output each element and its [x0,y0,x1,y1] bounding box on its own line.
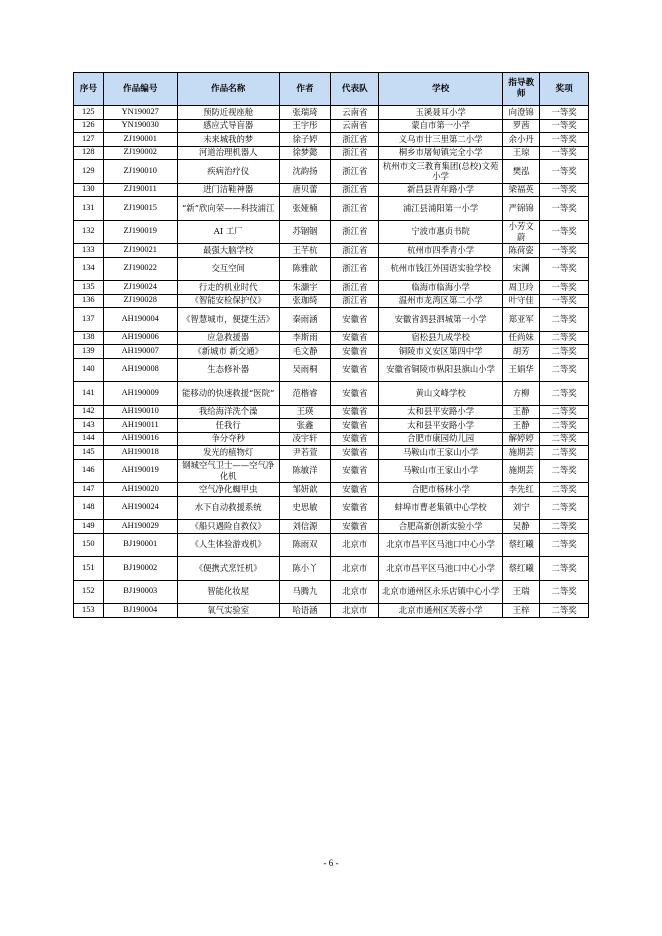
cell-author: 徐梦懿 [279,146,331,160]
cell-seq: 151 [74,557,104,581]
cell-teacher: 解婷婷 [503,432,540,446]
award-table-body [74,106,589,618]
cell-seq: 125 [74,106,104,120]
cell-team: 安徽省 [331,520,379,534]
cell-award: 二等奖 [540,459,589,483]
table-row [74,358,589,382]
cell-name: 感应式导盲器 [177,119,279,133]
cell-name: 行走的机业时代 [177,281,279,295]
cell-teacher: 梁福英 [503,183,540,197]
cell-award: 一等奖 [540,257,589,281]
cell-award: 二等奖 [540,382,589,406]
cell-code: BJ190003 [103,580,177,604]
cell-seq: 144 [74,432,104,446]
cell-seq: 146 [74,459,104,483]
cell-teacher: 宋渊 [503,257,540,281]
cell-seq: 138 [74,331,104,345]
header-team: 代表队 [331,73,379,106]
cell-author: 朱灏宇 [279,281,331,295]
table-row [74,382,589,406]
cell-award: 二等奖 [540,308,589,332]
cell-seq: 136 [74,294,104,308]
cell-team: 浙江省 [331,160,379,184]
cell-award: 二等奖 [540,405,589,419]
cell-author: 沈韵扬 [279,160,331,184]
cell-code: ZJ190019 [103,220,177,244]
cell-teacher: 李先红 [503,483,540,497]
cell-code: ZJ190015 [103,197,177,221]
cell-name: AI 工厂 [177,220,279,244]
cell-team: 安徽省 [331,483,379,497]
cell-author: 苏锢锢 [279,220,331,244]
cell-seq: 126 [74,119,104,133]
cell-teacher: 吴静 [503,520,540,534]
cell-team: 北京市 [331,557,379,581]
cell-seq: 134 [74,257,104,281]
cell-author: 范楷睿 [279,382,331,406]
cell-teacher: 樊泓 [503,160,540,184]
cell-teacher: 王静 [503,419,540,433]
cell-team: 浙江省 [331,281,379,295]
table-row [74,308,589,332]
cell-award: 二等奖 [540,432,589,446]
cell-code: BJ190004 [103,604,177,618]
cell-code: AH190010 [103,405,177,419]
cell-code: AH190020 [103,483,177,497]
cell-award: 二等奖 [540,446,589,460]
cell-code: AH190029 [103,520,177,534]
cell-teacher: 王娟华 [503,358,540,382]
cell-code: AH190024 [103,496,177,520]
cell-school: 太和县平安路小学 [379,405,503,419]
cell-school: 安徽省铜陵市枞阳县旗山小学 [379,358,503,382]
cell-seq: 152 [74,580,104,604]
cell-award: 二等奖 [540,604,589,618]
cell-team: 浙江省 [331,294,379,308]
cell-code: AH190008 [103,358,177,382]
table-row [74,604,589,618]
cell-team: 浙江省 [331,183,379,197]
table-row [74,197,589,221]
cell-seq: 149 [74,520,104,534]
cell-teacher: 王琼 [503,146,540,160]
cell-teacher: 叶守佳 [503,294,540,308]
table-row [74,419,589,433]
cell-code: ZJ190001 [103,133,177,147]
cell-name: 疾病治疗仪 [177,160,279,184]
cell-seq: 140 [74,358,104,382]
cell-name: 我给海洋洗个澡 [177,405,279,419]
cell-code: ZJ190011 [103,183,177,197]
table-row [74,331,589,345]
cell-author: 徐子婷 [279,133,331,147]
cell-award: 二等奖 [540,520,589,534]
cell-code: ZJ190021 [103,244,177,258]
cell-team: 云南省 [331,106,379,120]
cell-name: 生态修补器 [177,358,279,382]
table-row [74,557,589,581]
cell-teacher: 施期芸 [503,459,540,483]
cell-teacher: 刘宁 [503,496,540,520]
cell-author: 凌宇轩 [279,432,331,446]
cell-teacher: 小芳文蔚 [503,220,540,244]
cell-award: 二等奖 [540,419,589,433]
cell-team: 云南省 [331,119,379,133]
cell-author: 陈敏洋 [279,459,331,483]
header-award: 奖项 [540,73,589,106]
table-row [74,133,589,147]
cell-seq: 137 [74,308,104,332]
cell-team: 安徽省 [331,358,379,382]
cell-team: 浙江省 [331,133,379,147]
cell-team: 安徽省 [331,419,379,433]
cell-seq: 147 [74,483,104,497]
cell-team: 浙江省 [331,220,379,244]
cell-author: 吴雨桐 [279,358,331,382]
cell-team: 北京市 [331,604,379,618]
cell-award: 一等奖 [540,244,589,258]
cell-teacher: 蔡红曦 [503,533,540,557]
cell-code: ZJ190024 [103,281,177,295]
header-name: 作品名称 [177,73,279,106]
cell-seq: 142 [74,405,104,419]
header-seq: 序号 [74,73,104,106]
cell-award: 二等奖 [540,580,589,604]
cell-name: 《船只遇险自救仪》 [177,520,279,534]
page-number: - 6 - [323,858,339,868]
cell-award: 一等奖 [540,119,589,133]
cell-seq: 153 [74,604,104,618]
header-school: 学校 [379,73,503,106]
table-row [74,257,589,281]
cell-name: 预防近视座舱 [177,106,279,120]
cell-author: 王瑛 [279,405,331,419]
cell-award: 一等奖 [540,183,589,197]
cell-school: 新昌县青年路小学 [379,183,503,197]
cell-code: BJ190002 [103,557,177,581]
cell-teacher: 胡芳 [503,345,540,359]
cell-school: 杭州市四季青小学 [379,244,503,258]
cell-teacher: 王静 [503,405,540,419]
cell-author: 李斯雨 [279,331,331,345]
cell-award: 二等奖 [540,533,589,557]
cell-team: 浙江省 [331,257,379,281]
table-row [74,405,589,419]
cell-name: 发光的植物灯 [177,446,279,460]
cell-school: 北京市昌平区马池口中心小学 [379,533,503,557]
cell-name: 应急救援器 [177,331,279,345]
cell-award: 一等奖 [540,106,589,120]
cell-school: 浦江县浦阳第一小学 [379,197,503,221]
cell-teacher: 向澄锦 [503,106,540,120]
cell-code: AH190018 [103,446,177,460]
cell-school: 太和县平安路小学 [379,419,503,433]
cell-school: 蒙自市第一小学 [379,119,503,133]
table-header-row [74,73,589,106]
cell-author: 张娅楠 [279,197,331,221]
cell-seq: 129 [74,160,104,184]
cell-award: 一等奖 [540,146,589,160]
cell-code: AH190019 [103,459,177,483]
table-row [74,119,589,133]
cell-seq: 145 [74,446,104,460]
header-author: 作者 [279,73,331,106]
cell-seq: 135 [74,281,104,295]
header-teacher: 指导教师 [503,73,540,106]
cell-seq: 131 [74,197,104,221]
cell-team: 安徽省 [331,345,379,359]
cell-name: 任我行 [177,419,279,433]
cell-name: 能移动的快速救援“医院” [177,382,279,406]
cell-code: ZJ190002 [103,146,177,160]
cell-author: 邹妍歆 [279,483,331,497]
cell-name: 《人生体验游戏机》 [177,533,279,557]
cell-name: 河道治理机器人 [177,146,279,160]
cell-name: 《便携式烹饪机》 [177,557,279,581]
cell-seq: 143 [74,419,104,433]
cell-school: 温州市龙湾区第二小学 [379,294,503,308]
cell-name: 《智能安检保护仪》 [177,294,279,308]
cell-school: 黄山文峰学校 [379,382,503,406]
cell-school: 杭州市钱江外国语实验学校 [379,257,503,281]
cell-team: 安徽省 [331,496,379,520]
cell-school: 桐乡市屠甸镇完全小学 [379,146,503,160]
cell-team: 安徽省 [331,446,379,460]
cell-teacher: 严锦锦 [503,197,540,221]
cell-name: “新”欣向荣——科技浦江 [177,197,279,221]
cell-school: 北京市昌平区马池口中心小学 [379,557,503,581]
table-row [74,146,589,160]
cell-seq: 148 [74,496,104,520]
cell-author: 哈语涵 [279,604,331,618]
cell-seq: 141 [74,382,104,406]
cell-school: 玉溪聂耳小学 [379,106,503,120]
cell-team: 浙江省 [331,146,379,160]
cell-school: 杭州市文三教育集团(总校)文苑小学 [379,160,503,184]
cell-seq: 133 [74,244,104,258]
cell-school: 合肥高新创新实验小学 [379,520,503,534]
cell-team: 安徽省 [331,382,379,406]
cell-author: 刘信源 [279,520,331,534]
cell-school: 马鞍山市王家山小学 [379,446,503,460]
cell-seq: 128 [74,146,104,160]
cell-code: AH190009 [103,382,177,406]
cell-name: 最强大脑学校 [177,244,279,258]
table-row [74,496,589,520]
cell-author: 秦雨涵 [279,308,331,332]
cell-award: 二等奖 [540,483,589,497]
cell-award: 一等奖 [540,220,589,244]
cell-name: 智能化妆屋 [177,580,279,604]
cell-award: 二等奖 [540,345,589,359]
cell-author: 张珈绮 [279,294,331,308]
cell-code: ZJ190010 [103,160,177,184]
table-row [74,520,589,534]
table-row [74,483,589,497]
cell-award: 二等奖 [540,358,589,382]
cell-author: 王芊杭 [279,244,331,258]
cell-author: 陈小丫 [279,557,331,581]
cell-school: 合肥市康园幼儿园 [379,432,503,446]
cell-team: 北京市 [331,580,379,604]
cell-school: 北京市通州区永乐店镇中心小学 [379,580,503,604]
cell-school: 马鞍山市王家山小学 [379,459,503,483]
cell-code: YN190027 [103,106,177,120]
cell-seq: 150 [74,533,104,557]
cell-code: ZJ190022 [103,257,177,281]
cell-award: 二等奖 [540,331,589,345]
cell-teacher: 王瑞 [503,580,540,604]
cell-team: 浙江省 [331,197,379,221]
cell-award: 一等奖 [540,197,589,221]
cell-school: 宁波市惠贞书院 [379,220,503,244]
cell-teacher: 罗茜 [503,119,540,133]
cell-name: 钢城空气卫士——空气净化机 [177,459,279,483]
cell-code: AH190011 [103,419,177,433]
cell-teacher: 方柳 [503,382,540,406]
cell-name: 《新城市 新交通》 [177,345,279,359]
cell-code: AH190016 [103,432,177,446]
cell-author: 尹若萱 [279,446,331,460]
table-row [74,580,589,604]
table-row [74,446,589,460]
cell-code: BJ190001 [103,533,177,557]
cell-school: 义乌市廿三里第二小学 [379,133,503,147]
cell-author: 张瑞琦 [279,106,331,120]
cell-team: 安徽省 [331,308,379,332]
table-row [74,345,589,359]
cell-seq: 132 [74,220,104,244]
cell-name: 水下自动救援系统 [177,496,279,520]
cell-code: ZJ190028 [103,294,177,308]
cell-author: 王宇彤 [279,119,331,133]
cell-teacher: 郑亚军 [503,308,540,332]
cell-team: 浙江省 [331,244,379,258]
table-row [74,432,589,446]
cell-school: 安徽省泗县泗城第一小学 [379,308,503,332]
award-table [73,72,589,618]
cell-team: 安徽省 [331,432,379,446]
cell-team: 北京市 [331,533,379,557]
cell-school: 铜陵市义安区第四中学 [379,345,503,359]
cell-school: 合肥市杨林小学 [379,483,503,497]
table-row [74,244,589,258]
cell-author: 马腾九 [279,580,331,604]
table-row [74,106,589,120]
cell-code: AH190007 [103,345,177,359]
cell-code: YN190030 [103,119,177,133]
cell-name: 争分夺秒 [177,432,279,446]
cell-teacher: 任尚妹 [503,331,540,345]
cell-team: 安徽省 [331,459,379,483]
cell-teacher: 陈荷姿 [503,244,540,258]
cell-code: AH190006 [103,331,177,345]
table-row [74,533,589,557]
cell-school: 北京市通州区芙蓉小学 [379,604,503,618]
cell-seq: 139 [74,345,104,359]
cell-award: 一等奖 [540,281,589,295]
cell-school: 蚌埠市曹老集镇中心学校 [379,496,503,520]
cell-teacher: 蔡红曦 [503,557,540,581]
cell-award: 一等奖 [540,294,589,308]
cell-award: 一等奖 [540,160,589,184]
cell-teacher: 余小丹 [503,133,540,147]
cell-name: 交互空间 [177,257,279,281]
cell-award: 二等奖 [540,557,589,581]
cell-name: 进门洁鞋神器 [177,183,279,197]
cell-author: 毛文静 [279,345,331,359]
cell-teacher: 施期芸 [503,446,540,460]
table-row [74,281,589,295]
cell-name: 《智慧城市，便捷生活》 [177,308,279,332]
cell-teacher: 周卫玲 [503,281,540,295]
cell-name: 空气净化蜘甲虫 [177,483,279,497]
cell-seq: 127 [74,133,104,147]
cell-teacher: 王梓 [503,604,540,618]
cell-school: 宿松县九成学校 [379,331,503,345]
cell-author: 史思敏 [279,496,331,520]
cell-school: 临海市临海小学 [379,281,503,295]
table-row [74,160,589,184]
cell-team: 安徽省 [331,331,379,345]
cell-author: 陈雅歆 [279,257,331,281]
table-row [74,294,589,308]
cell-name: 未来城我的梦 [177,133,279,147]
cell-name: 氧气实验室 [177,604,279,618]
header-code: 作品编号 [103,73,177,106]
cell-author: 唐贝蕾 [279,183,331,197]
cell-award: 二等奖 [540,496,589,520]
cell-award: 一等奖 [540,133,589,147]
table-row [74,183,589,197]
table-row [74,459,589,483]
cell-author: 陈雨双 [279,533,331,557]
table-row [74,220,589,244]
cell-seq: 130 [74,183,104,197]
cell-team: 安徽省 [331,405,379,419]
cell-author: 张鑫 [279,419,331,433]
cell-code: AH190004 [103,308,177,332]
